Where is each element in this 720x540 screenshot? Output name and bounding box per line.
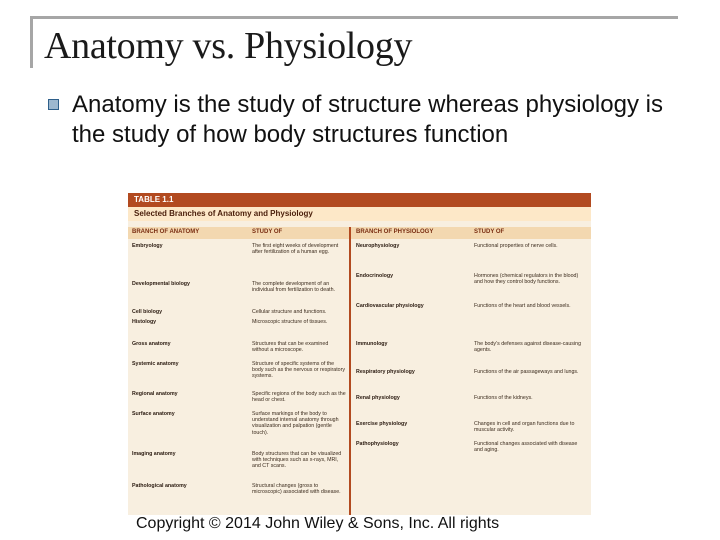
- table-number: TABLE 1.1: [134, 195, 174, 204]
- anatomy-study-cell: The first eight weeks of development after fertilization of a human egg.: [252, 243, 339, 256]
- anatomy-branch-cell: Systemic anatomy: [132, 361, 179, 367]
- physiology-branch-cell: Respiratory physiology: [356, 369, 415, 375]
- bullet-text: Anatomy is the study of structure whereas physiology is the study of how body structures function: [72, 91, 663, 148]
- physiology-branch-cell: Endocrinology: [356, 273, 394, 279]
- physiology-branch-cell: Exercise physiology: [356, 421, 408, 427]
- table-caption-bar: [128, 207, 591, 221]
- physiology-branch-cell: Pathophysiology: [356, 441, 399, 447]
- anatomy-branch-cell: Pathological anatomy: [132, 483, 187, 489]
- physiology-study-cell: The body's defenses against disease-causing agents.: [474, 341, 582, 354]
- physiology-study-cell: Hormones (chemical regulators in the blood) and how they control body functions.: [474, 273, 579, 286]
- col-header-branch-physiology: BRANCH OF PHYSIOLOGY: [356, 229, 434, 235]
- anatomy-branch-cell: Gross anatomy: [132, 341, 171, 347]
- anatomy-branch-cell: Histology: [132, 319, 157, 325]
- physiology-branch-cell: Renal physiology: [356, 395, 400, 401]
- physiology-study-cell: Functional changes associated with disease and aging.: [474, 441, 578, 454]
- physiology-study-cell: Functional properties of nerve cells.: [474, 243, 558, 249]
- anatomy-branch-cell: Regional anatomy: [132, 391, 178, 397]
- title-frame-left-line: [30, 16, 33, 68]
- anatomy-study-cell: Microscopic structure of tissues.: [252, 319, 328, 325]
- anatomy-study-cell: Specific regions of the body such as the head or chest.: [252, 391, 346, 404]
- physiology-study-cell: Functions of the kidneys.: [474, 395, 533, 401]
- anatomy-branch-cell: Surface anatomy: [132, 411, 175, 417]
- table-header-bar: [128, 193, 591, 207]
- copyright-notice: Copyright © 2014 John Wiley & Sons, Inc. All rights: [136, 515, 500, 532]
- square-bullet-icon: [48, 99, 59, 110]
- anatomy-study-cell: The complete development of an individual from fertilization to death.: [252, 281, 336, 294]
- anatomy-study-cell: Surface markings of the body to understand internal anatomy through visualization and palpation (gentle touch).: [252, 411, 339, 436]
- anatomy-study-cell: Cellular structure and functions.: [252, 309, 327, 315]
- anatomy-branch-cell: Embryology: [132, 243, 163, 249]
- title-frame-top-line: [30, 16, 678, 19]
- anatomy-branch-cell: Cell biology: [132, 309, 163, 315]
- anatomy-study-cell: Structure of specific systems of the body such as the nervous or respiratory systems.: [252, 361, 346, 380]
- anatomy-physiology-table-image: [128, 193, 591, 515]
- table-center-divider: [349, 227, 351, 515]
- col-header-study-of: STUDY OF: [252, 229, 283, 235]
- anatomy-study-cell: Body structures that can be visualized with techniques such as x-rays, MRI, and CT scans.: [252, 451, 342, 470]
- anatomy-branch-cell: Imaging anatomy: [132, 451, 176, 457]
- table-column-headers: [128, 227, 591, 239]
- physiology-branch-cell: Neurophysiology: [356, 243, 400, 249]
- physiology-study-cell: Functions of the heart and blood vessels.: [474, 303, 571, 309]
- physiology-study-cell: Functions of the air passageways and lungs.: [474, 369, 579, 375]
- slide-title: Anatomy vs. Physiology: [44, 25, 413, 67]
- anatomy-branch-cell: Developmental biology: [132, 281, 190, 287]
- physiology-study-cell: Changes in cell and organ functions due to muscular activity.: [474, 421, 575, 434]
- table-caption: Selected Branches of Anatomy and Physiology: [134, 209, 313, 218]
- physiology-branch-cell: Cardiovascular physiology: [356, 303, 424, 309]
- anatomy-study-cell: Structures that can be examined without a microscope.: [252, 341, 329, 354]
- anatomy-study-cell: Structural changes (gross to microscopic) associated with disease.: [252, 483, 341, 496]
- col-header-branch-anatomy: BRANCH OF ANATOMY: [132, 229, 200, 235]
- physiology-branch-cell: Immunology: [356, 341, 388, 347]
- col-header-study-of-2: STUDY OF: [474, 229, 505, 235]
